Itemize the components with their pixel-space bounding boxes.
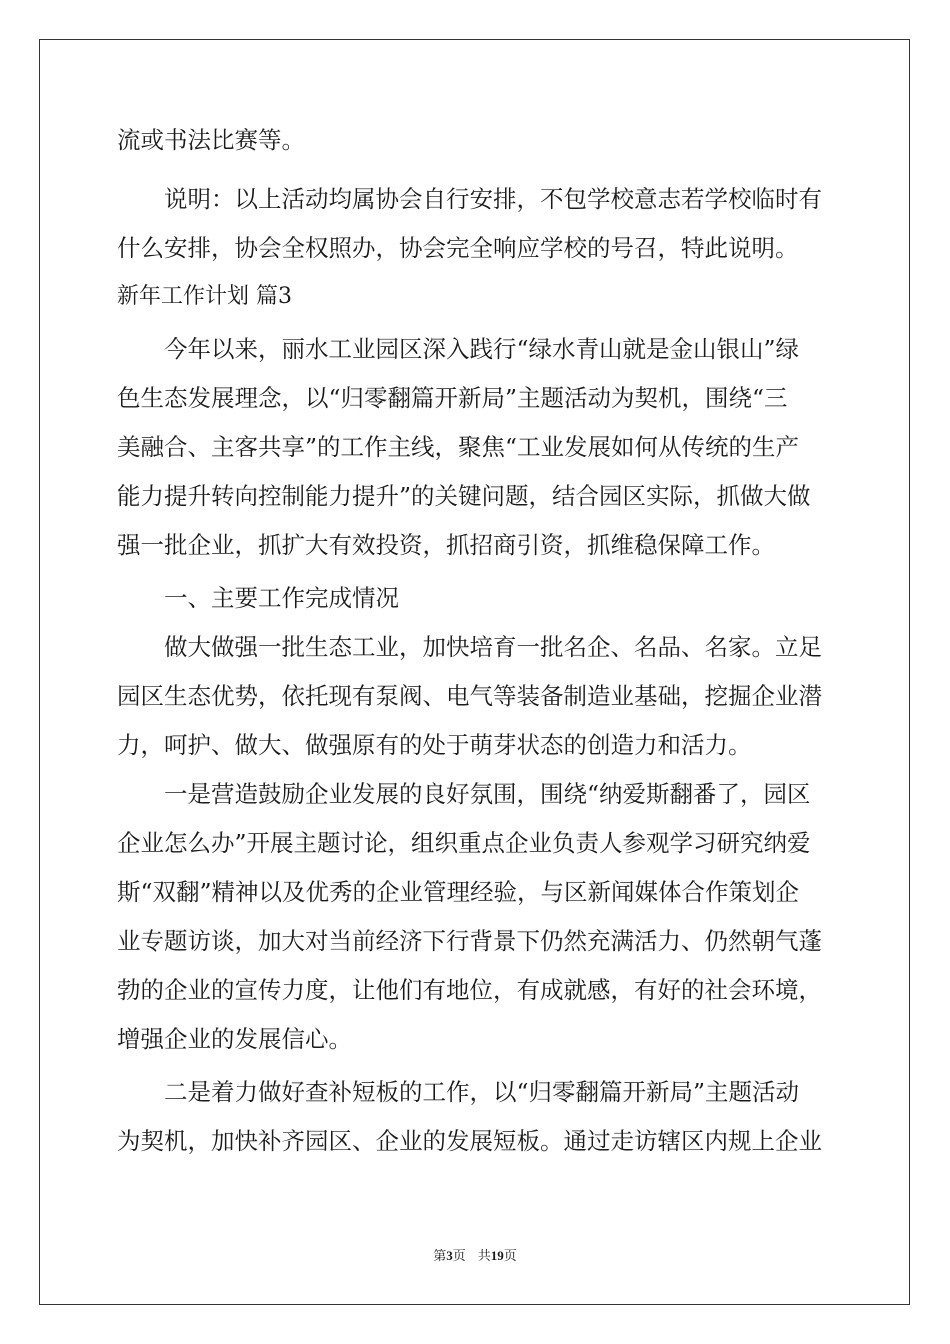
footer-prefix: 第 <box>433 1248 447 1263</box>
page-footer <box>0 1245 950 1264</box>
section-heading: 新年工作计划 篇3 <box>117 284 292 309</box>
paragraph-line: 做大做强一批生态工业，加快培育一批名企、名品、名家。立足 <box>164 633 822 661</box>
paragraph-line: 能力提升转向控制能力提升”的关键问题，结合园区实际，抓做大做 <box>117 482 811 510</box>
paragraph-line: 勃的企业的宣传力度，让他们有地位，有成就感，有好的社会环境， <box>117 976 822 1004</box>
footer-page-suffix: 页 <box>452 1248 466 1263</box>
total-pages-number: 19 <box>490 1248 504 1263</box>
paragraph-line: 力，呵护、做大、做强原有的处于萌芽状态的创造力和活力。 <box>117 731 752 759</box>
subsection-heading: 一、主要工作完成情况 <box>164 584 399 612</box>
paragraph-line: 美融合、主客共享”的工作主线，聚焦“工业发展如何从传统的生产 <box>117 433 800 461</box>
paragraph-line: 二是着力做好查补短板的工作，以“归零翻篇开新局”主题活动 <box>164 1078 800 1106</box>
paragraph-line: 什么安排，协会全权照办，协会完全响应学校的号召，特此说明。 <box>117 234 799 262</box>
paragraph-line: 为契机，加快补齐园区、企业的发展短板。通过走访辖区内规上企业 <box>117 1127 822 1155</box>
paragraph-line: 园区生态优势，依托现有泵阀、电气等装备制造业基础，挖掘企业潜 <box>117 682 822 710</box>
paragraph-line: 今年以来，丽水工业园区深入践行“绿水青山就是金山银山”绿 <box>164 335 800 363</box>
paragraph-line: 一是营造鼓励企业发展的良好氛围，围绕“纳爱斯翻番了，园区 <box>164 780 811 808</box>
paragraph-line: 增强企业的发展信心。 <box>117 1025 352 1053</box>
footer-total-prefix: 共 <box>477 1248 491 1263</box>
paragraph-line: 流或书法比赛等。 <box>117 126 305 154</box>
paragraph-line: 斯“双翻”精神以及优秀的企业管理经验，与区新闻媒体合作策划企 <box>117 878 800 906</box>
paragraph-line: 强一批企业，抓扩大有效投资，抓招商引资，抓维稳保障工作。 <box>117 531 775 559</box>
paragraph-line: 企业怎么办”开展主题讨论，组织重点企业负责人参观学习研究纳爱 <box>117 829 811 857</box>
current-page-number: 3 <box>446 1248 453 1263</box>
footer-total-suffix: 页 <box>503 1248 517 1263</box>
paragraph-line: 说明：以上活动均属协会自行安排，不包学校意志若学校临时有 <box>164 185 822 213</box>
paragraph-line: 色生态发展理念，以“归零翻篇开新局”主题活动为契机，围绕“三 <box>117 384 788 412</box>
paragraph-line: 业专题访谈，加大对当前经济下行背景下仍然充满活力、仍然朝气蓬 <box>117 927 822 955</box>
